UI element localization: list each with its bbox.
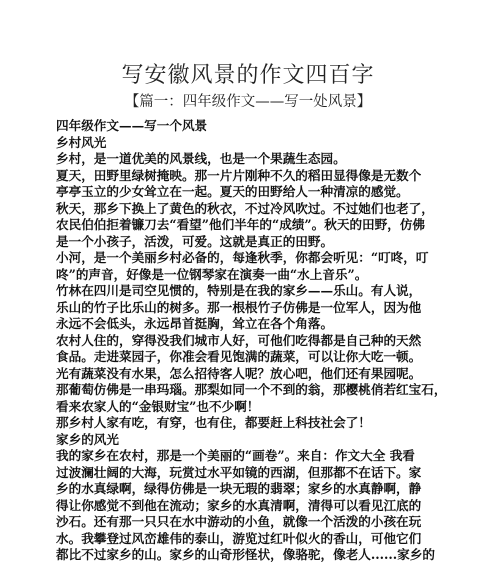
text-line: 亭亭玉立的少女耸立在一起。夏天的田野给人一种清凉的感觉。	[56, 184, 409, 199]
article-body	[56, 118, 454, 564]
text-line: 食品。走进菜园子，你准会看见饱满的蔬菜，可以让你大吃一顿。	[56, 349, 422, 364]
text-line: 看来农家人的“金银财宝”也不少啊！	[56, 398, 260, 414]
text-line: 农村人住的，穿得没我们城市人好，可他们吃得都是自己种的天然	[56, 332, 422, 348]
text-line: 夏天，田野里绿树掩映。那一片片刚种不久的稻田显得像是无数个	[56, 167, 422, 183]
text-line: 水。我攀登过风峦雄伟的泰山，游览过红叶似火的香山，可他它们	[56, 530, 422, 546]
text-line: 乡村风光	[56, 134, 107, 150]
text-line: 永远不会低头，永远昂首挺胸，耸立在各个角落。	[56, 316, 334, 331]
text-line: 竹林在四川是司空见惯的，特别是在我的家乡——乐山。有人说，	[56, 283, 422, 298]
text-line: 那乡村人家有吃，有穿，也有住，都要赶上科技社会了！	[56, 415, 371, 430]
text-line: 乡村，是一道优美的风景线，也是一个果蔬生态园。	[56, 151, 346, 166]
text-line: 我的家乡在农村，那是一个美丽的“画卷”。来自：作文大全 我看	[56, 448, 415, 463]
text-line: 过波澜壮阔的大海，玩赏过水平如镜的西湖，但那都不在话下。家	[56, 464, 422, 480]
text-line: 咚”的声音，好像是一位钢琴家在演奏一曲“水上音乐”。	[56, 266, 368, 282]
text-line: 乐山的竹子比乐山的树多。那一根根竹子仿佛是一位军人，因为他	[56, 299, 422, 315]
text-line: 光有蔬菜没有水果，怎么招待客人呢？放心吧，他们还有果园呢。	[56, 365, 422, 381]
text-line: 那葡萄仿佛是一串玛瑙。那梨如同一个不到的翁，那樱桃俏若红宝石，	[56, 382, 447, 397]
text-line: 秋天，那乡下换上了黄色的秋衣，不过冷风吹过。不过她们也老了，	[56, 200, 434, 216]
text-line: 得让你感觉不到他在流动；家乡的水真清啊，清得可以看见江底的	[56, 497, 422, 513]
text-line: 沙石。还有那一只只在水中游动的小鱼，就像一个活泼的小孩在玩	[56, 514, 422, 529]
text-line: 是一个小孩子，活泼，可爱。这就是真正的田野。	[56, 233, 334, 249]
text-line: 都比不过家乡的山。家乡的山奇形怪状，像骆驼，像老人......家乡的	[56, 547, 435, 562]
document-title: 写安徽风景的作文四百字	[121, 63, 375, 88]
text-line: 小河，是一个美丽乡村必备的，每逢秋季，你都会听见：“叮咚，叮	[56, 250, 429, 265]
document-subtitle: 【篇一：四年级作文——写一处风景】	[124, 94, 372, 110]
text-line: 农民伯伯拒着镰刀去“看望”他们半年的“成绩”。秋天的田野，仿佛	[56, 217, 426, 232]
text-line: 乡的水真绿啊，绿得仿佛是一块无瑕的翡翠；家乡的水真静啊，静	[56, 481, 422, 496]
text-line: 四年级作文——写一个风景	[56, 118, 208, 133]
text-line: 家乡的风光	[56, 431, 119, 447]
